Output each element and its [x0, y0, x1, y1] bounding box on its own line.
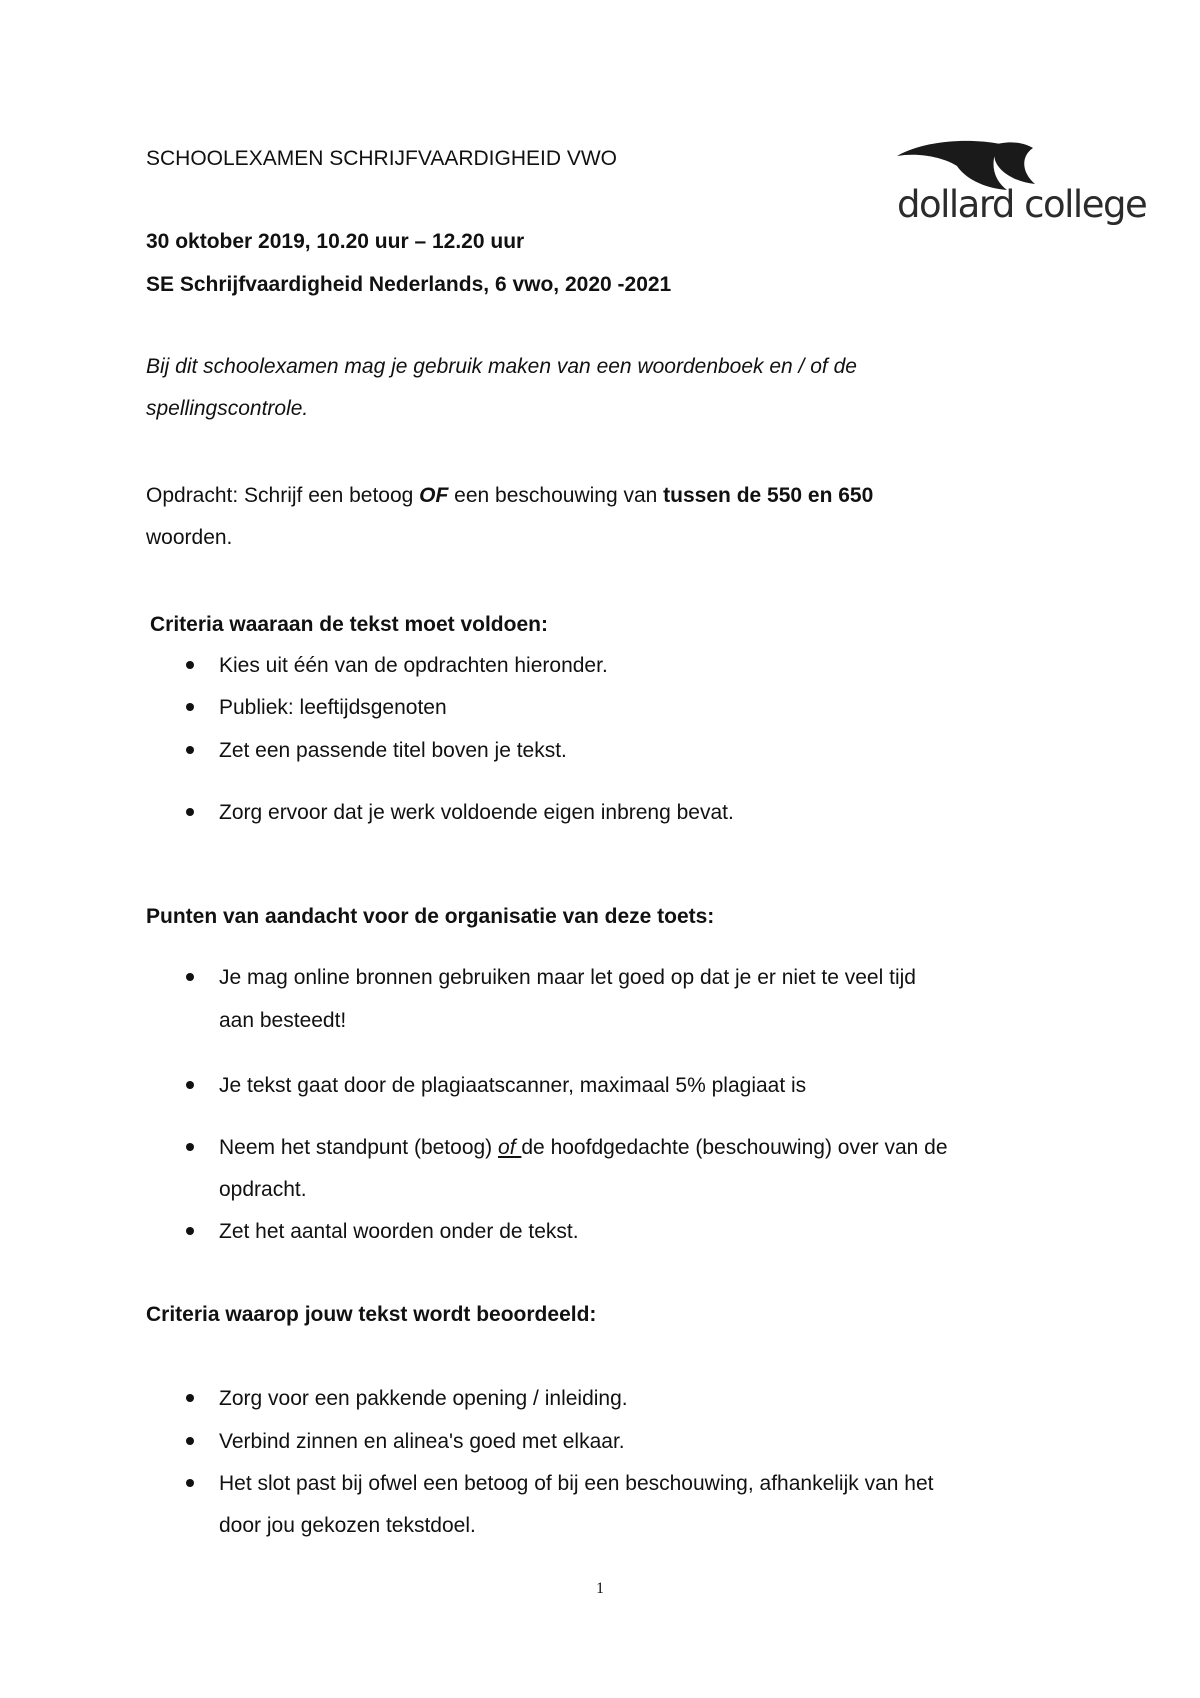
criteria-item-2: Publiek: leeftijdsgenoten	[219, 696, 447, 719]
assignment-line-2: woorden.	[146, 526, 233, 549]
bullet-icon	[186, 1437, 194, 1445]
bullet-icon	[186, 1227, 194, 1235]
criteria-item-4: Zorg ervoor dat je werk voldoende eigen inbreng bevat.	[219, 801, 734, 824]
exam-subtitle: SE Schrijfvaardigheid Nederlands, 6 vwo, 2020 -2021	[146, 273, 672, 296]
assignment-text-1: Opdracht: Schrijf een betoog	[146, 484, 420, 507]
intro-line-2: spellingscontrole.	[146, 397, 309, 420]
bullet-icon	[186, 973, 194, 981]
assessment-item-1: Zorg voor een pakkende opening / inleiding.	[219, 1387, 628, 1410]
organisation-heading: Punten van aandacht voor de organisatie van deze toets:	[146, 905, 715, 928]
organisation-item-3-or: of	[498, 1136, 522, 1159]
criteria-heading: Criteria waaraan de tekst moet voldoen:	[150, 613, 548, 636]
exam-title: SCHOOLEXAMEN SCHRIJFVAARDIGHEID VWO	[146, 147, 618, 170]
exam-datetime: 30 oktober 2019, 10.20 uur – 12.20 uur	[146, 230, 525, 253]
assignment-text-2: een beschouwing van	[448, 484, 664, 507]
bullet-icon	[186, 1081, 194, 1089]
dollard-college-logo	[895, 138, 1147, 233]
assignment-line-1	[146, 483, 873, 509]
criteria-item-1: Kies uit één van de opdrachten hieronder.	[219, 654, 608, 677]
bullet-icon	[186, 746, 194, 754]
bullet-icon	[186, 808, 194, 816]
organisation-item-3-text-2: de hoofdgedachte (beschouwing) over van de	[521, 1136, 948, 1159]
assessment-item-3-line-2: door jou gekozen tekstdoel.	[219, 1514, 476, 1537]
organisation-item-1-line-1: Je mag online bronnen gebruiken maar let goed op dat je er niet te veel tijd	[219, 966, 916, 989]
bullet-icon	[186, 703, 194, 711]
assessment-heading: Criteria waarop jouw tekst wordt beoordeeld:	[146, 1303, 597, 1326]
assessment-item-2: Verbind zinnen en alinea's goed met elkaar.	[219, 1430, 625, 1453]
organisation-item-3-line-1	[219, 1135, 948, 1161]
bullet-icon	[186, 1394, 194, 1402]
assignment-or: OF	[419, 484, 449, 507]
page-number: 1	[596, 1580, 604, 1597]
intro-line-1: Bij dit schoolexamen mag je gebruik maken van een woordenboek en / of de	[146, 355, 857, 378]
bullet-icon	[186, 1479, 194, 1487]
organisation-item-3-text-1: Neem het standpunt (betoog)	[219, 1136, 499, 1159]
assessment-item-3-line-1: Het slot past bij ofwel een betoog of bij een beschouwing, afhankelijk van het	[219, 1472, 934, 1495]
bullet-icon	[186, 1143, 194, 1151]
organisation-item-2: Je tekst gaat door de plagiaatscanner, maximaal 5% plagiaat is	[219, 1074, 807, 1097]
bullet-icon	[186, 661, 194, 669]
assignment-word-count: tussen de 550 en 650	[663, 484, 874, 507]
organisation-item-3-line-2: opdracht.	[219, 1178, 307, 1201]
organisation-item-1-line-2: aan besteedt!	[219, 1009, 347, 1032]
organisation-item-4: Zet het aantal woorden onder de tekst.	[219, 1220, 579, 1243]
criteria-item-3: Zet een passende titel boven je tekst.	[219, 739, 567, 762]
logo-text: dollard college	[897, 183, 1147, 226]
